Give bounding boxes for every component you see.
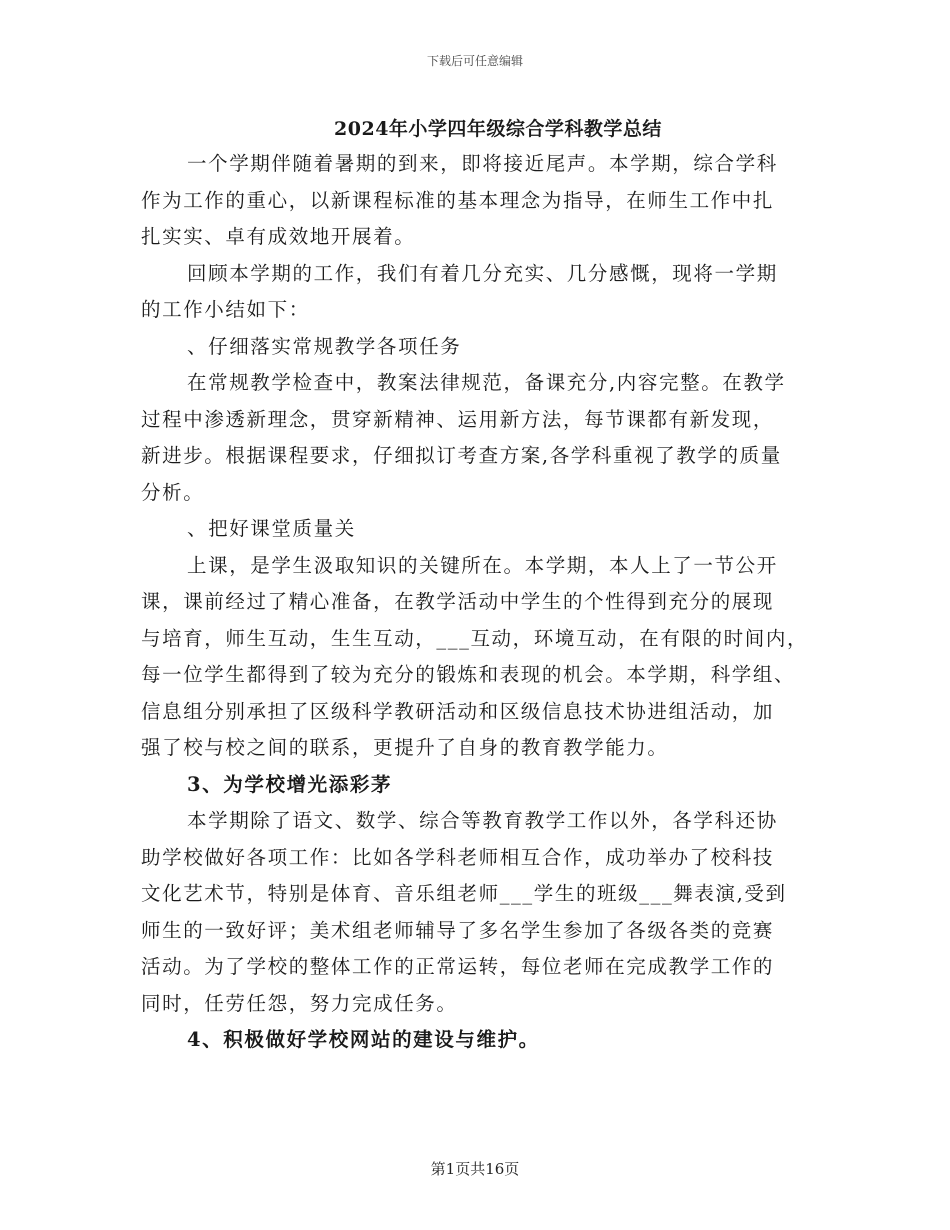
body-text-line: 新进步。根据课程要求，仔细拟订考查方案,各学科重视了教学的质量 (141, 444, 782, 467)
body-text-line: 信息组分别承担了区级科学教研活动和区级信息技术协进组活动，加 (141, 699, 775, 723)
body-text-line: 同时，任劳任怨，努力完成任务。 (141, 991, 458, 1015)
page-footer: 第1页共16页 (430, 1160, 520, 1178)
body-text-line: 本学期除了语文、数学、综合等教育教学工作以外，各学科还协 (187, 809, 778, 832)
body-text-line: 每一位学生都得到了较为充分的锻炼和表现的机会。本学期，科学组、 (141, 663, 796, 686)
body-text-line: 分析。 (141, 480, 205, 504)
body-text-line: 作为工作的重心，以新课程标准的基本理念为指导，在师生工作中扎 (141, 188, 775, 212)
section-heading: 3、为学校增光添彩茅 (187, 772, 393, 796)
body-text-line: 一个学期伴随着暑期的到来，即将接近尾声。本学期，综合学科 (187, 152, 778, 175)
body-text-line: 强了校与校之间的联系，更提升了自身的教育教学能力。 (141, 736, 669, 759)
body-text-line: 在常规教学检查中，教案法律规范，备课充分,内容完整。在教学 (187, 371, 786, 394)
body-text-line: 的工作小结如下： (141, 298, 310, 321)
body-text-line: 回顾本学期的工作，我们有着几分充实、几分感慨，现将一学期 (187, 261, 778, 285)
body-text-line: 过程中渗透新理念，贯穿新精神、运用新方法，每节课都有新发现， (141, 407, 775, 431)
body-text-line: 上课，是学生汲取知识的关键所在。本学期，本人上了一节公开 (187, 553, 778, 577)
body-text-line: 、仔细落实常规教学各项任务 (187, 334, 462, 358)
body-text-line: 课，课前经过了精心准备，在教学活动中学生的个性得到充分的展现 (141, 590, 775, 613)
body-text-line: 与培育，师生互动，生生互动，___互动，环境互动，在有限的时间内， (141, 626, 809, 650)
section-heading: 4、积极做好学校网站的建设与维护。 (187, 1028, 540, 1051)
document-body (141, 146, 821, 1059)
body-text-line: 文化艺术节，特别是体育、音乐组老师___学生的班级___舞表演,受到 (141, 882, 787, 905)
header-note: 下载后可任意编辑 (426, 54, 523, 68)
body-text-line: 活动。为了学校的整体工作的正常运转，每位老师在完成教学工作的 (141, 955, 775, 978)
body-text-line: 、把好课堂质量关 (187, 517, 356, 540)
body-text-line: 师生的一致好评；美术组老师辅导了多名学生参加了各级各类的竞赛 (141, 918, 775, 942)
body-text-line: 助学校做好各项工作：比如各学科老师相互合作，成功举办了校科技 (141, 845, 775, 869)
document-title: 2024年小学四年级综合学科教学总结 (334, 118, 662, 140)
body-text-line: 扎实实、卓有成效地开展着。 (141, 225, 416, 248)
